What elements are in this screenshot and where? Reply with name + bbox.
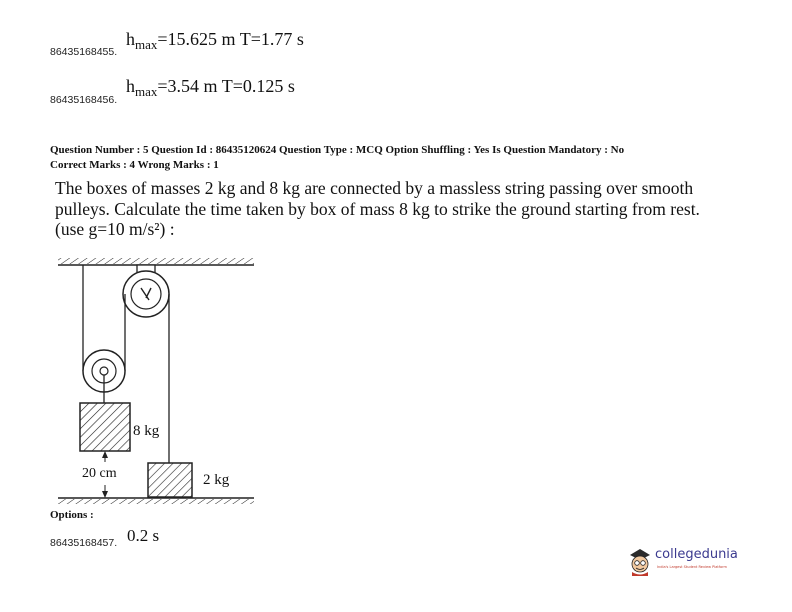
question-meta-line-1: Question Number : 5 Question Id : 86435120624 Question Type : MCQ Option Shuffling : Yes Is Question Mandatory : No — [50, 144, 625, 156]
option-1-id: 86435168457. — [50, 537, 118, 549]
pulley-figure — [40, 248, 280, 518]
label-2kg: 2 kg — [203, 472, 230, 488]
fixed-pulley-inner — [131, 279, 161, 309]
collegedunia-logo — [627, 546, 767, 578]
ground — [58, 499, 254, 504]
prev-option-2-id: 86435168456. — [50, 94, 118, 106]
ceiling — [58, 258, 254, 264]
prev-option-1-id: 86435168455. — [50, 46, 118, 58]
box-2kg — [148, 463, 192, 497]
question-meta-line-2: Correct Marks : 4 Wrong Marks : 1 — [50, 159, 219, 171]
options-label: Options : — [50, 509, 94, 521]
student-mascot-icon — [627, 546, 653, 576]
question-text-line-3: (use g=10 m/s²) : — [55, 219, 175, 239]
h-symbol: h — [126, 76, 135, 96]
h-symbol: h — [126, 29, 135, 49]
logo-tagline: India's Largest Student Review Platform — [657, 565, 727, 569]
logo-wordmark: collegedunia — [655, 547, 738, 562]
box-8kg — [80, 403, 130, 451]
formula-rest: =15.625 m T=1.77 s — [157, 29, 304, 49]
option-1-value[interactable]: 0.2 s — [127, 526, 160, 545]
max-subscript: max — [135, 37, 158, 52]
question-text-line-2: pulleys. Calculate the time taken by box of mass 8 kg to strike the ground starting from rest. — [55, 199, 700, 219]
question-text-line-1: The boxes of masses 2 kg and 8 kg are connected by a massless string passing over smooth — [55, 178, 694, 198]
max-subscript: max — [135, 84, 158, 99]
label-8kg: 8 kg — [133, 423, 160, 439]
prev-option-2-formula — [126, 76, 295, 100]
label-20cm: 20 cm — [82, 466, 117, 481]
prev-option-1-formula — [126, 29, 304, 53]
formula-rest: =3.54 m T=0.125 s — [157, 76, 295, 96]
